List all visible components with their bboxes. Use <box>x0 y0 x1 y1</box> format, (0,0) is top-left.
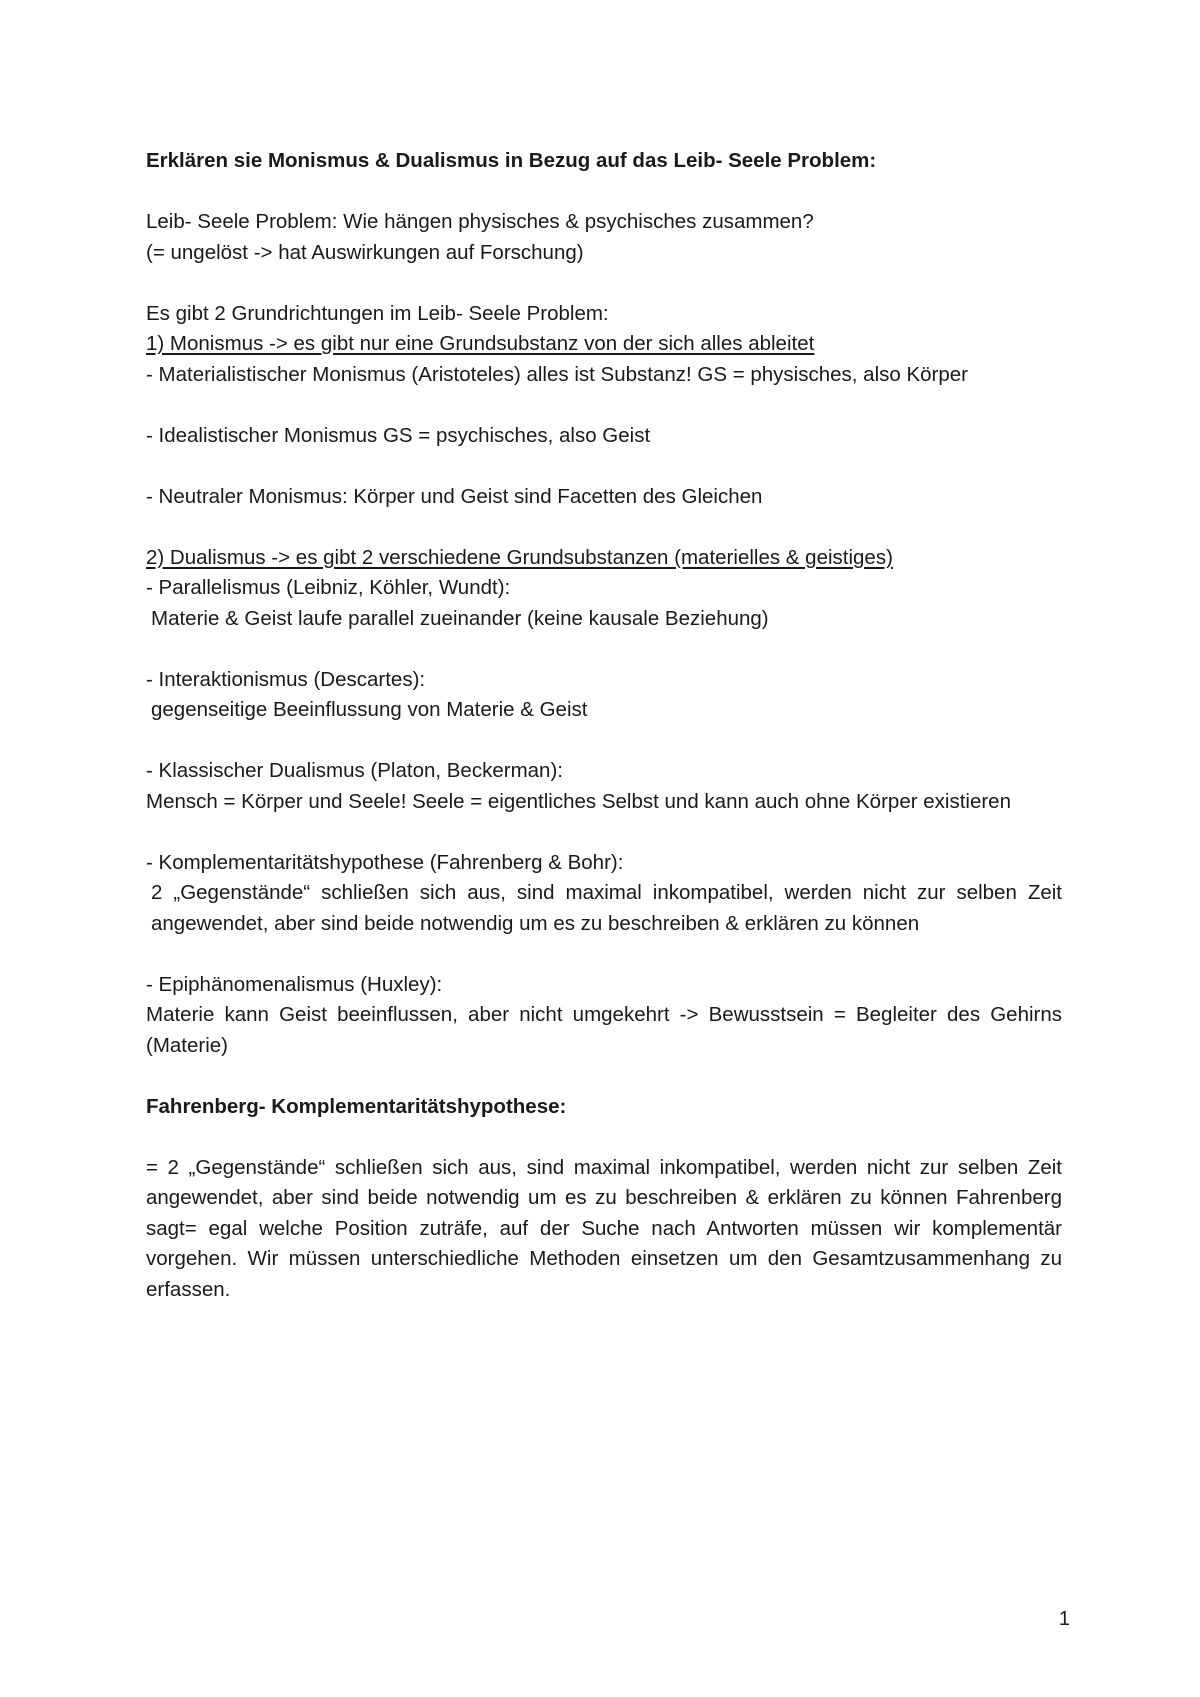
idealistischer-monismus: - Idealistischer Monismus GS = psychisches, also Geist <box>146 423 651 447</box>
epiphaenomenalismus-title: - Epiphänomenalismus (Huxley): <box>146 972 443 996</box>
neutraler-monismus: - Neutraler Monismus: Körper und Geist sind Facetten des Gleichen <box>146 484 763 508</box>
spacer <box>146 512 1062 543</box>
spacer <box>146 939 1062 970</box>
monismus-heading: 1) Monismus -> es gibt nur eine Grundsubstanz von der sich alles ableitet <box>146 332 815 355</box>
intro-note: (= ungelöst -> hat Auswirkungen auf Forschung) <box>146 240 584 264</box>
intro-question: Leib- Seele Problem: Wie hängen physisches & psychisches zusammen? <box>146 210 814 233</box>
spacer <box>146 268 1062 299</box>
spacer <box>146 1122 1062 1153</box>
parallelismus-text: Materie & Geist laufe parallel zueinander (keine kausale Beziehung) <box>151 606 769 630</box>
komplementaritaet-text: 2 „Gegenstände“ schließen sich aus, sind maximal inkompatibel, werden nicht zur selben Zeit angewendet, aber sind beide notwendig um es zu beschreiben & erklären zu können <box>151 881 1062 935</box>
fahrenberg-heading: Fahrenberg- Komplementaritätshypothese: <box>146 1094 567 1118</box>
spacer <box>146 390 1062 421</box>
epiphaenomenalismus-text: Materie kann Geist beeinflussen, aber nicht umgekehrt -> Bewusstsein = Begleiter des Gehirns (Materie) <box>146 1003 1062 1057</box>
materialistischer-monismus: - Materialistischer Monismus (Aristoteles) alles ist Substanz! GS = physisches, also Körper <box>146 362 969 386</box>
spacer <box>146 451 1062 482</box>
spacer <box>146 177 1062 208</box>
fahrenberg-text: = 2 „Gegenstände“ schließen sich aus, sind maximal inkompatibel, werden nicht zur selben Zeit angewendet, aber sind beide notwendig um es zu beschreiben & erklären zu können Fahrenberg sagt= egal welche Position zuträfe, auf der Suche nach Antworten müssen wir komplementär vorgehen. Wir müssen unterschiedliche Methoden einsetzen um den Gesamtzusammenhang zu erfassen. <box>146 1155 1062 1301</box>
dualismus-heading: 2) Dualismus -> es gibt 2 verschiedene Grundsubstanzen (materielles & geistiges) <box>146 545 893 569</box>
document-title: Erklären sie Monismus & Dualismus in Bezug auf das Leib- Seele Problem: <box>146 149 877 172</box>
spacer <box>146 1061 1062 1092</box>
grundrichtungen-label: Es gibt 2 Grundrichtungen im Leib- Seele Problem: <box>146 301 609 325</box>
spacer <box>146 726 1062 757</box>
komplementaritaet-title: - Komplementaritätshypothese (Fahrenberg & Bohr): <box>146 850 624 874</box>
document-body <box>146 146 1062 1305</box>
spacer <box>146 634 1062 665</box>
parallelismus-title: - Parallelismus (Leibniz, Köhler, Wundt): <box>146 576 511 599</box>
spacer <box>146 817 1062 848</box>
interaktionismus-text: gegenseitige Beeinflussung von Materie & Geist <box>151 698 588 721</box>
klassischer-dualismus-text: Mensch = Körper und Seele! Seele = eigentliches Selbst und kann auch ohne Körper existieren <box>146 789 1011 813</box>
klassischer-dualismus-title: - Klassischer Dualismus (Platon, Beckerman): <box>146 759 563 782</box>
page-number: 1 <box>1058 1608 1070 1630</box>
interaktionismus-title: - Interaktionismus (Descartes): <box>146 667 426 691</box>
